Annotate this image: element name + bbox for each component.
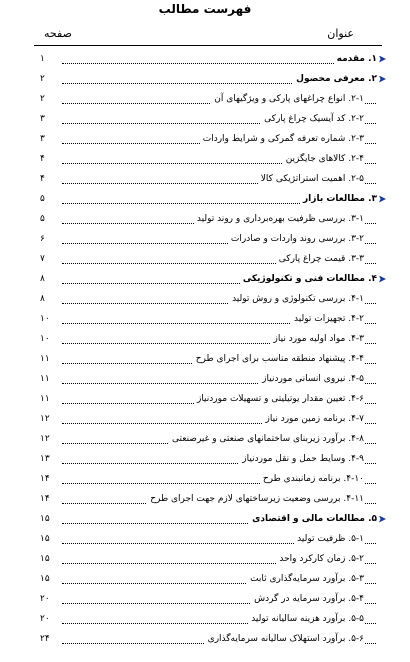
toc-page-number: ۱۵	[40, 534, 50, 544]
toc-subsection-row[interactable]	[36, 210, 386, 230]
toc-entry-label-wrap	[334, 54, 386, 64]
toc-entry-label-wrap	[293, 74, 386, 84]
toc-section-row[interactable]	[36, 50, 386, 70]
toc-entry-label-wrap	[194, 394, 364, 404]
toc-entry-title: ۵-۲. زمان کارکرد واحد	[279, 554, 364, 564]
toc-subsection-row[interactable]	[36, 110, 386, 130]
toc-page-number: ۱۵	[40, 554, 50, 564]
toc-page-number: ۱۱	[40, 374, 50, 384]
toc-subsection-row[interactable]	[36, 250, 386, 270]
toc-entry-label-wrap	[169, 434, 364, 444]
toc-subsection-row[interactable]	[36, 530, 386, 550]
toc-entry-label-wrap	[200, 134, 364, 144]
toc-entry-title: ۵-۴. برآورد سرمایه در گردش	[254, 594, 364, 604]
toc-entry-title: ۴-۱۱. بررسی وضعیت زیرساختهای لازم جهت اجرای طرح	[150, 494, 364, 504]
toc-subsection-row[interactable]	[36, 370, 386, 390]
toc-entry-label-wrap	[211, 94, 364, 104]
toc-subsection-row[interactable]	[36, 330, 386, 350]
toc-entry-title: ۴-۴. پیشنهاد منطقه مناسب برای اجرای طرح	[195, 354, 364, 364]
toc-entry-title: ۵-۶. برآورد استهلاک سالیانه سرمایه‌گذاری	[207, 634, 364, 644]
toc-page-number: ۱۴	[40, 474, 50, 484]
toc-subsection-row[interactable]	[36, 310, 386, 330]
toc-entry-label-wrap	[263, 414, 364, 424]
toc-section-row[interactable]	[36, 190, 386, 210]
column-header-page: صفحه	[44, 27, 72, 40]
toc-subsection-row[interactable]	[36, 90, 386, 110]
toc-entry-title: ۴-۷. برنامه زمین مورد نیاز	[265, 414, 364, 424]
toc-subsection-row[interactable]	[36, 430, 386, 450]
toc-entry-label-wrap	[228, 234, 364, 244]
toc-entry-title: ۲. معرفی محصول	[296, 74, 377, 84]
toc-subsection-row[interactable]	[36, 350, 386, 370]
toc-entry-label-wrap	[229, 294, 364, 304]
toc-subsection-row[interactable]	[36, 150, 386, 170]
toc-subsection-row[interactable]	[36, 570, 386, 590]
toc-subsection-row[interactable]	[36, 230, 386, 250]
toc-section-row[interactable]	[36, 510, 386, 530]
toc-entry-title: ۲-۴. کالاهای جایگزین	[285, 154, 364, 164]
toc-page-number: ۲۴	[40, 634, 50, 644]
toc-page-number: ۶	[40, 234, 45, 244]
toc-entry-label-wrap	[300, 194, 386, 204]
arrow-right-icon	[379, 76, 386, 83]
toc-entry-title: ۲-۲. کد آیسیک چراغ پارکی	[264, 114, 364, 124]
toc-entry-label-wrap	[249, 514, 386, 524]
toc-page-number: ۱۳	[40, 454, 50, 464]
toc-subsection-row[interactable]	[36, 550, 386, 570]
toc-page-number: ۳	[40, 134, 45, 144]
toc-subsection-row[interactable]	[36, 290, 386, 310]
toc-entry-label-wrap	[276, 554, 364, 564]
arrow-right-icon	[379, 276, 386, 283]
toc-subsection-row[interactable]	[36, 390, 386, 410]
page-title: فهرست مطالب	[158, 2, 252, 16]
toc-entry-title: ۴-۲. تجهیزات تولید	[294, 314, 364, 324]
toc-entry-label-wrap	[240, 274, 386, 284]
toc-entry-title: ۳-۱. بررسی ظرفیت بهره‌برداری و روند تولید	[196, 214, 364, 224]
toc-subsection-row[interactable]	[36, 130, 386, 150]
toc-subsection-row[interactable]	[36, 610, 386, 630]
toc-page-number: ۲	[40, 74, 45, 84]
toc-entry-title: ۴-۸. برآورد زیربنای ساختمانهای صنعتی و غیرصنعتی	[172, 434, 364, 444]
toc-entry-label-wrap	[247, 574, 364, 584]
toc-entry-title: ۴. مطالعات فنی و تکنولوژیکی	[242, 274, 377, 284]
toc-page-number: ۸	[40, 274, 45, 284]
toc-entry-label-wrap	[276, 254, 364, 264]
toc-subsection-row[interactable]	[36, 170, 386, 190]
toc-entry-title: ۵-۵. برآورد هزینه سالیانه تولید	[251, 614, 364, 624]
toc-entry-title: ۴-۱. بررسی تکنولوژی و روش تولید	[232, 294, 364, 304]
toc-entry-label-wrap	[294, 534, 364, 544]
column-header-title: عنوان	[327, 27, 354, 40]
toc-entry-label-wrap	[239, 454, 364, 464]
toc-entry-label-wrap	[258, 174, 364, 184]
arrow-right-icon	[379, 56, 386, 63]
toc-subsection-row[interactable]	[36, 590, 386, 610]
toc-page-number: ۱	[40, 54, 45, 64]
toc-entry-title: ۴-۱۰. برنامه زمانبندی طرح	[262, 474, 364, 484]
toc-entry-title: ۵. مطالعات مالی و اقتصادی	[252, 514, 377, 524]
toc-entry-label-wrap	[283, 154, 364, 164]
toc-subsection-row[interactable]	[36, 410, 386, 430]
toc-page-number: ۱۲	[40, 434, 50, 444]
toc-page-number: ۳	[40, 114, 45, 124]
toc-page-number: ۲۰	[40, 614, 50, 624]
toc-entry-label-wrap	[261, 114, 364, 124]
toc-entry-label-wrap	[193, 354, 364, 364]
toc-page-number: ۲	[40, 94, 45, 104]
toc-page-number: ۱۱	[40, 394, 50, 404]
toc-page-number: ۵	[40, 194, 45, 204]
toc-entry-label-wrap	[260, 474, 364, 484]
toc-page-number: ۴	[40, 174, 45, 184]
toc-entry-title: ۱. مقدمه	[336, 54, 377, 64]
toc-page-number: ۲۰	[40, 594, 50, 604]
toc-entry-label-wrap	[271, 334, 364, 344]
toc-section-row[interactable]	[36, 270, 386, 290]
toc-subsection-row[interactable]	[36, 470, 386, 490]
arrow-right-icon	[379, 516, 386, 523]
arrow-right-icon	[379, 196, 386, 203]
toc-entry-title: ۵-۱. ظرفیت تولید	[297, 534, 364, 544]
toc-subsection-row[interactable]	[36, 450, 386, 470]
toc-entry-title: ۴-۹. وسایط حمل و نقل موردنیاز	[242, 454, 364, 464]
toc-page-number: ۱۵	[40, 514, 50, 524]
toc-page-number: ۱۱	[40, 354, 50, 364]
toc-section-row[interactable]	[36, 70, 386, 90]
toc-page-number: ۱۴	[40, 494, 50, 504]
toc-entry-title: ۵-۳. برآورد سرمایه‌گذاری ثابت	[250, 574, 364, 584]
toc-entry-title: ۲-۱. انواع چراغهای پارکی و ویژگیهای آن	[214, 94, 364, 104]
toc-page-number: ۴	[40, 154, 45, 164]
toc-entry-label-wrap	[205, 634, 364, 644]
toc-page-number: ۱۲	[40, 414, 50, 424]
dot-leader	[62, 63, 376, 64]
toc-page-number: ۱۰	[40, 314, 50, 324]
toc-entry-label-wrap	[194, 214, 364, 224]
header-divider	[34, 45, 382, 46]
toc-page-number: ۵	[40, 214, 45, 224]
toc-entry-title: ۳-۲. بررسی روند واردات و صادرات	[230, 234, 364, 244]
toc-entry-label-wrap	[248, 614, 364, 624]
toc-entry-title: ۳-۳. قیمت چراغ پارکی	[278, 254, 364, 264]
toc-entry-label-wrap	[259, 374, 364, 384]
toc-entry-title: ۴-۵. نیروی انسانی موردنیاز	[262, 374, 364, 384]
toc-entry-title: ۴-۶. تعیین مقدار یوتیلیتی و تسهیلات موردنیاز	[196, 394, 364, 404]
toc-page-number: ۷	[40, 254, 45, 264]
toc-entry-title: ۳. مطالعات بازار	[303, 194, 377, 204]
toc-list	[36, 50, 386, 650]
toc-subsection-row[interactable]	[36, 490, 386, 510]
toc-entry-label-wrap	[251, 594, 364, 604]
toc-subsection-row[interactable]	[36, 630, 386, 650]
toc-entry-title: ۲-۵. اهمیت استراتژیکی کالا	[260, 174, 364, 184]
toc-page-number: ۱۵	[40, 574, 50, 584]
toc-entry-label-wrap	[147, 494, 364, 504]
toc-entry-title: ۲-۳. شماره تعرفه گمرکی و شرایط واردات	[202, 134, 364, 144]
toc-page-number: ۸	[40, 294, 45, 304]
toc-page-number: ۱۰	[40, 334, 50, 344]
toc-entry-label-wrap	[291, 314, 364, 324]
toc-entry-title: ۴-۳. مواد اولیه مورد نیاز	[273, 334, 364, 344]
